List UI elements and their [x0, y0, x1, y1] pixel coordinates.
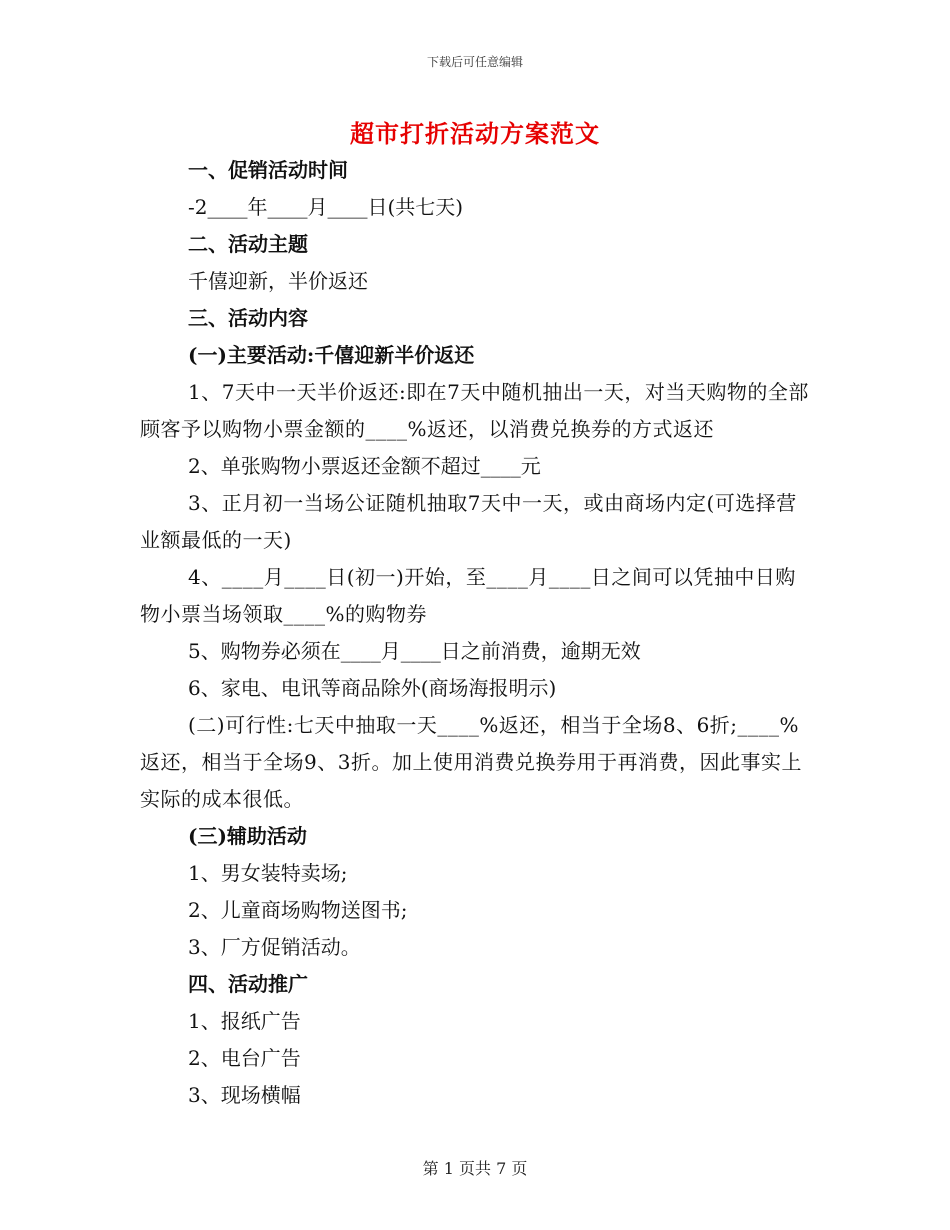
- body-paragraph: 1、男女装特卖场;: [188, 861, 348, 885]
- page-footer: 第 1 页共 7 页: [422, 1159, 528, 1178]
- document-body: [140, 152, 812, 1114]
- document-title: 超市打折活动方案范文: [350, 119, 600, 148]
- body-paragraph: 3、现场横幅: [188, 1083, 301, 1107]
- body-paragraph: 千僖迎新，半价返还: [188, 269, 368, 293]
- body-paragraph: 3、正月初一当场公证随机抽取7天中一天，或由商场内定(可选择营业额最低的一天): [140, 491, 797, 552]
- section-heading: 二、活动主题: [188, 232, 308, 256]
- body-paragraph: 6、家电、电讯等商品除外(商场海报明示): [188, 676, 557, 700]
- body-paragraph: 5、购物券必须在____月____日之前消费，逾期无效: [188, 639, 641, 663]
- body-paragraph: 4、____月____日(初一)开始，至____月____日之间可以凭抽中日购物小票当场领取____%的购物券: [140, 565, 796, 626]
- body-paragraph: 1、报纸广告: [188, 1009, 301, 1033]
- body-paragraph: 2、单张购物小票返还金额不超过____元: [188, 454, 541, 478]
- body-paragraph: 3、厂方促销活动。: [188, 935, 361, 959]
- body-paragraph: 2、儿童商场购物送图书;: [188, 898, 408, 922]
- section-heading: 一、促销活动时间: [188, 158, 348, 182]
- section-heading: 三、活动内容: [188, 306, 308, 330]
- section-heading: (一)主要活动:千僖迎新半价返还: [188, 343, 475, 367]
- body-paragraph: 1、7天中一天半价返还:即在7天中随机抽出一天，对当天购物的全部顾客予以购物小票金额的____%返还，以消费兑换券的方式返还: [140, 380, 809, 441]
- section-heading: (三)辅助活动: [188, 824, 307, 848]
- section-heading: 四、活动推广: [188, 972, 308, 996]
- body-paragraph: (二)可行性:七天中抽取一天____%返还，相当于全场8、6折;____%返还，相当于全场9、3折。加上使用消费兑换券用于再消费，因此事实上实际的成本很低。: [140, 713, 802, 811]
- body-paragraph: 2、电台广告: [188, 1046, 301, 1070]
- page-header: 下载后可任意编辑: [426, 55, 523, 69]
- body-paragraph: -2____年____月____日(共七天): [188, 195, 464, 219]
